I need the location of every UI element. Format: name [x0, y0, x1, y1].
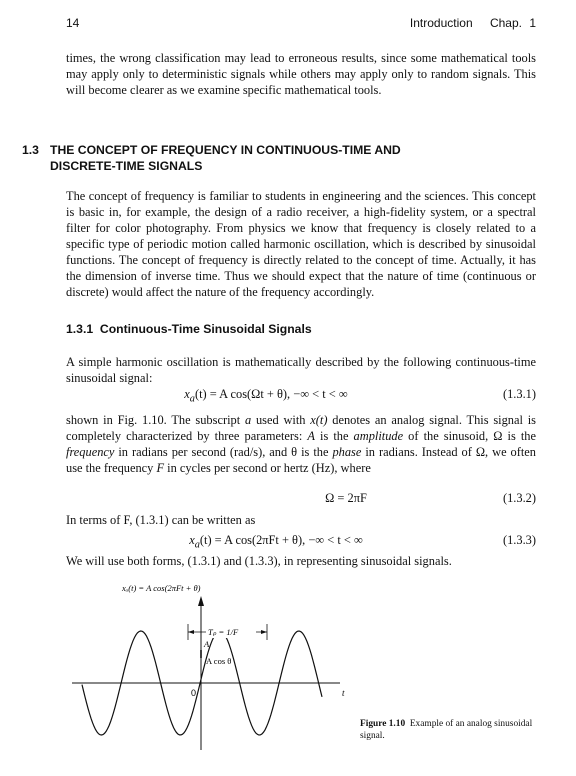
sinusoid-figure	[60, 578, 360, 758]
period-arrow-right	[261, 630, 267, 634]
origin-label: 0	[191, 688, 197, 698]
section-heading	[22, 142, 542, 174]
period-arrow-left	[188, 630, 194, 634]
paragraph-2: The concept of frequency is familiar to students in engineering and the sciences. This concept is basic in, for example, the design of a radio receiver, a high-fidelity system, or a spectral filter for color photography. From physics we know that frequency is closely related to a specific type of periodic motion called harmonic oscillation, which is described by sinusoidal functions. The concept of frequency is directly related to the concept of time. Actually, it has the dimension of inverse time. Thus we should expect that the nature of time (continuous or discrete) would affect the nature of the frequency accordingly.	[66, 189, 536, 299]
phase-label: A cos θ	[206, 656, 232, 666]
p4-text: shown in Fig. 1.10. The subscript	[66, 413, 245, 427]
section-title-line2: DISCRETE-TIME SIGNALS	[50, 159, 203, 173]
eq3-lhs: x	[189, 533, 195, 547]
p4-text: of the sinusoid, Ω is the	[403, 429, 536, 443]
amplitude-label: A	[204, 639, 210, 649]
chapter-label: Chap. 1	[489, 16, 536, 30]
page-number: 14	[66, 16, 80, 30]
eq1-tag: (1.3.1)	[502, 387, 536, 401]
section-number: 1.3	[22, 143, 39, 157]
paragraph-4	[66, 412, 536, 476]
subsection-title: Continuous-Time Sinusoidal Signals	[99, 322, 312, 336]
p4-text: in radians. Instead of Ω, we often use the frequency	[66, 445, 536, 475]
eq3-tag: (1.3.3)	[502, 533, 536, 547]
p4-text: denotes an analog signal. This signal is completely characterized by three parameters:	[66, 413, 536, 443]
running-header	[400, 16, 536, 30]
eq2-expr: Ω = 2πF	[325, 491, 367, 505]
equation-1-3-3	[66, 533, 536, 549]
paragraph-5: In terms of F, (1.3.1) can be written as	[66, 513, 256, 527]
p4-F: F	[156, 461, 165, 475]
p4-phase: phase	[332, 445, 362, 459]
equation-1-3-1	[66, 387, 536, 403]
paragraph-1: times, the wrong classification may lead to erroneous results, since some mathematical tools may apply only to deterministic signals while others may apply only to random signals. This will become clearer as we examine specific mathematical tools.	[66, 51, 536, 97]
caption-text: Example of an analog sinusoidal signal.	[360, 719, 533, 741]
p4-sub-a: a	[244, 413, 252, 427]
caption-number: Figure 1.10	[360, 719, 406, 729]
figure-caption	[360, 718, 540, 742]
p4-text: in radians per second (rad/s), and θ is the	[114, 445, 333, 459]
eq3-sub: a	[194, 539, 200, 551]
p4-amplitude: amplitude	[353, 429, 404, 443]
subsection-number: 1.3.1	[66, 322, 94, 336]
p4-xt: x(t)	[310, 413, 328, 427]
p4-text: is the	[314, 429, 354, 443]
eq3-rhs: (t) = A cos(2πFt + θ), −∞ < t < ∞	[199, 533, 363, 547]
equation-1-3-2	[66, 491, 536, 507]
running-title: Introduction	[409, 16, 473, 30]
y-axis-arrow	[198, 596, 204, 606]
p4-A: A	[307, 429, 315, 443]
eq1-lhs: x	[184, 387, 190, 401]
p4-frequency: frequency	[66, 445, 115, 459]
t-label: t	[342, 688, 345, 698]
paragraph-3: A simple harmonic oscillation is mathematically described by the following continuous-time sinusoidal signal:	[66, 355, 536, 385]
eq2-tag: (1.3.2)	[502, 491, 536, 505]
eq1-sub: a	[189, 393, 195, 405]
p4-text: in cycles per second or hertz (Hz), where	[164, 461, 371, 475]
subsection-heading	[66, 322, 312, 336]
section-title-line1: THE CONCEPT OF FREQUENCY IN CONTINUOUS-TIME AND	[50, 143, 401, 157]
paragraph-6: We will use both forms, (1.3.1) and (1.3.3), in representing sinusoidal signals.	[66, 554, 452, 568]
figure-ylabel: xₐ(t) = A cos(2πFt + θ)	[122, 583, 201, 593]
eq1-rhs: (t) = A cos(Ωt + θ), −∞ < t < ∞	[194, 387, 348, 401]
period-label: Tₚ = 1/F	[208, 627, 239, 637]
p4-text: used with	[251, 413, 311, 427]
